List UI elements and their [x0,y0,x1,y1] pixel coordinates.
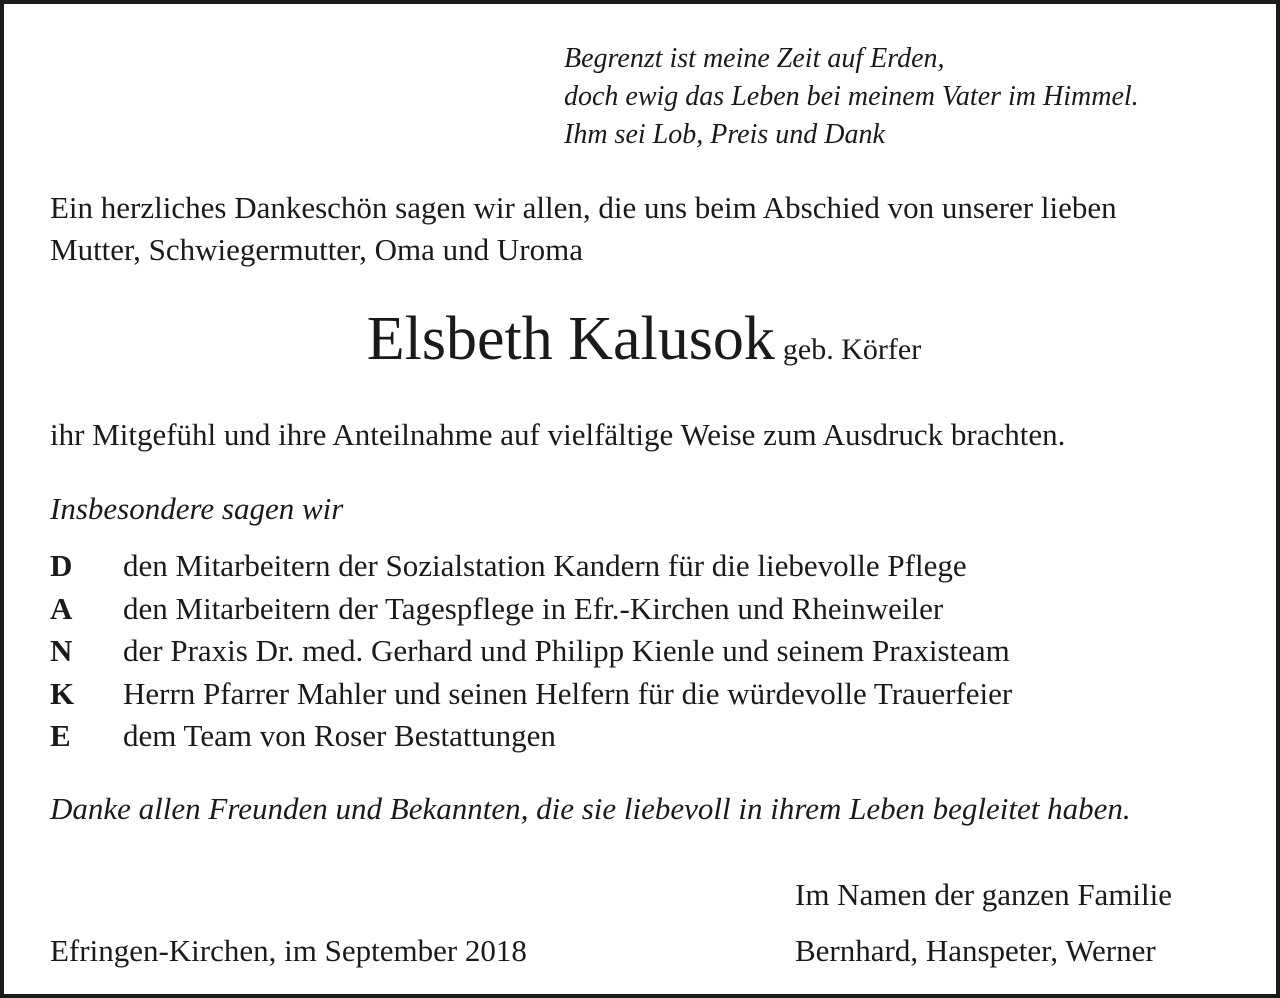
motto-line: Begrenzt ist meine Zeit auf Erden, [564,43,945,74]
list-item [50,630,1012,673]
place-date: Efringen-Kirchen, im September 2018 [50,933,527,968]
intro-text [50,187,1250,271]
list-item [50,715,1012,758]
thanks-acrostic-list [50,545,1012,758]
motto-line: doch ewig das Leben bei meinem Vater im Himmel. [564,81,1139,112]
special-thanks-intro: Insbesondere sagen wir [50,491,344,526]
list-item [50,673,1012,716]
acrostic-letter: E [50,718,71,753]
thanks-text: Herrn Pfarrer Mahler und seinen Helfern für die würdevolle Trauerfeier [123,675,1013,711]
thanks-text: den Mitarbeitern der Tagespflege in Efr.-Kirchen und Rheinweiler [123,590,944,626]
family-line: Im Namen der ganzen Familie [795,877,1173,912]
deceased-birth-name: geb. Körfer [782,333,922,366]
thanks-text: dem Team von Roser Bestattungen [123,718,556,753]
acrostic-letter: D [50,548,73,583]
acrostic-letter: K [50,675,75,711]
acrostic-letter: N [50,633,73,668]
thanks-text: der Praxis Dr. med. Gerhard und Philipp Kienle und seinem Praxisteam [123,633,1010,668]
thanks-text: den Mitarbeitern der Sozialstation Kandern für die liebevolle Pflege [123,548,967,583]
acrostic-letter: A [50,590,73,626]
closing-thanks: Danke allen Freunden und Bekannten, die sie liebevoll in ihrem Leben begleitet haben. [50,791,1131,826]
sympathy-text: ihr Mitgefühl und ihre Anteilnahme auf vielfältige Weise zum Ausdruck brachten. [50,417,1066,452]
deceased-name: Elsbeth Kalusok [366,305,775,373]
signers: Bernhard, Hanspeter, Werner [795,933,1156,968]
intro-line: Ein herzliches Dankeschön sagen wir allen, die uns beim Abschied von unserer lieben [50,190,1117,225]
list-item [50,545,1012,588]
deceased-name-line [4,304,1280,374]
intro-line: Mutter, Schwiegermutter, Oma und Uroma [50,232,583,267]
list-item [50,588,1012,631]
motto-line: Ihm sei Lob, Preis und Dank [564,119,885,150]
bible-verse-motto [564,40,1139,154]
